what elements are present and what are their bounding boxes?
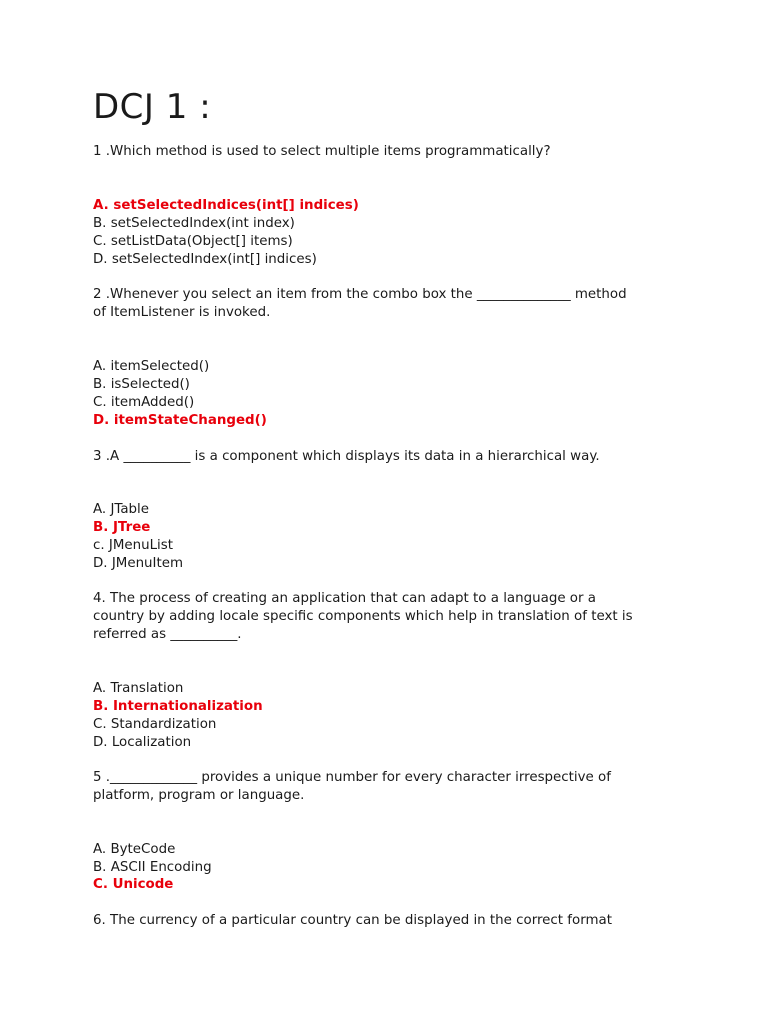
- answer-option-correct: C. Unicode: [93, 877, 174, 892]
- question-text: 4. The process of creating an application that can adapt to a language or a: [93, 591, 596, 606]
- question-text: 5 ._____________ provides a unique number for every character irrespective of: [93, 770, 611, 785]
- question-text: 6. The currency of a particular country can be displayed in the correct format: [93, 913, 612, 928]
- answer-option: A. Translation: [93, 681, 184, 696]
- question-text: platform, program or language.: [93, 788, 305, 803]
- answer-option-correct: B. JTree: [93, 520, 151, 535]
- answer-option: D. Localization: [93, 735, 192, 750]
- answer-option: B. setSelectedIndex(int index): [93, 216, 295, 231]
- answer-option: B. ASCII Encoding: [93, 860, 212, 875]
- answer-option: A. itemSelected(): [93, 359, 210, 374]
- answer-option: D. JMenuItem: [93, 556, 184, 571]
- answer-option-correct: D. itemStateChanged(): [93, 413, 267, 428]
- question-text: 2 .Whenever you select an item from the combo box the ______________ method: [93, 287, 627, 302]
- answer-option: C. itemAdded(): [93, 395, 195, 410]
- answer-option: C. setListData(Object[] items): [93, 234, 293, 249]
- answer-option: A. JTable: [93, 502, 150, 517]
- answer-option: c. JMenuList: [93, 538, 173, 553]
- answer-option: A. ByteCode: [93, 842, 176, 857]
- question-text: country by adding locale specific components which help in translation of text is: [93, 609, 633, 624]
- answer-option-correct: A. setSelectedIndices(int[] indices): [93, 198, 359, 213]
- answer-option: D. setSelectedIndex(int[] indices): [93, 252, 317, 267]
- document-title: DCJ 1 :: [93, 87, 212, 127]
- question-text: referred as __________.: [93, 627, 242, 642]
- answer-option-correct: B. Internationalization: [93, 699, 263, 714]
- question-text: 1 .Which method is used to select multiple items programmatically?: [93, 144, 551, 159]
- question-text: of ItemListener is invoked.: [93, 305, 271, 320]
- answer-option: B. isSelected(): [93, 377, 190, 392]
- answer-option: C. Standardization: [93, 717, 217, 732]
- question-text: 3 .A __________ is a component which displays its data in a hierarchical way.: [93, 449, 600, 464]
